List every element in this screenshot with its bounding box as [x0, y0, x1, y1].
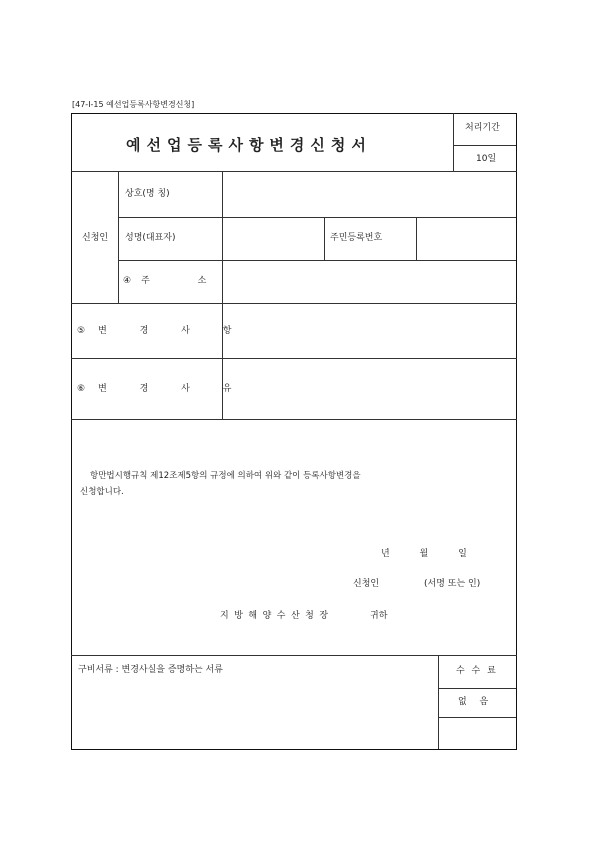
fee-value: 없 음 [458, 697, 489, 707]
date-line: 년 월 일 [381, 549, 467, 559]
business-name-label: 상호(명 칭) [125, 189, 170, 199]
name-field[interactable] [224, 219, 323, 259]
processing-period-label: 처리기간 [465, 123, 500, 133]
business-name-field[interactable] [224, 173, 515, 216]
resident-no-field[interactable] [418, 219, 515, 259]
form-title: 예선업등록사항변경신청서 [126, 136, 372, 154]
signature-note: (서명 또는 인) [424, 579, 481, 589]
change-reason-label: ⑥변 경 사 유 [77, 384, 245, 394]
required-documents: 구비서류 : 변경사실을 증명하는 서류 [78, 665, 223, 675]
addressee: 귀하 [370, 611, 388, 621]
recipient: 지방해양수산청장 [220, 611, 334, 621]
resident-no-label: 주민등록번호 [330, 233, 383, 243]
processing-period-value: 10일 [476, 154, 497, 164]
change-reason-field[interactable] [224, 360, 515, 418]
change-items-label: ⑤변 경 사 항 [77, 326, 245, 336]
address-label: ④주 소 [123, 276, 217, 286]
name-label: 성명(대표자) [125, 233, 176, 243]
address-field[interactable] [224, 262, 515, 302]
change-items-field[interactable] [224, 305, 515, 357]
form-code: [47-Ⅰ-15 예선업등록사항변경신청] [72, 100, 195, 109]
applicant-signature-label: 신청인 [353, 579, 380, 589]
applicant-section-label: 신청인 [82, 233, 109, 243]
statement-line-1: 항만법시행규칙 제12조제5항의 규정에 의하여 위와 같이 등록사항변경을 [90, 471, 361, 481]
fee-label: 수 수 료 [456, 666, 498, 676]
statement-line-2: 신청합니다. [80, 487, 124, 497]
